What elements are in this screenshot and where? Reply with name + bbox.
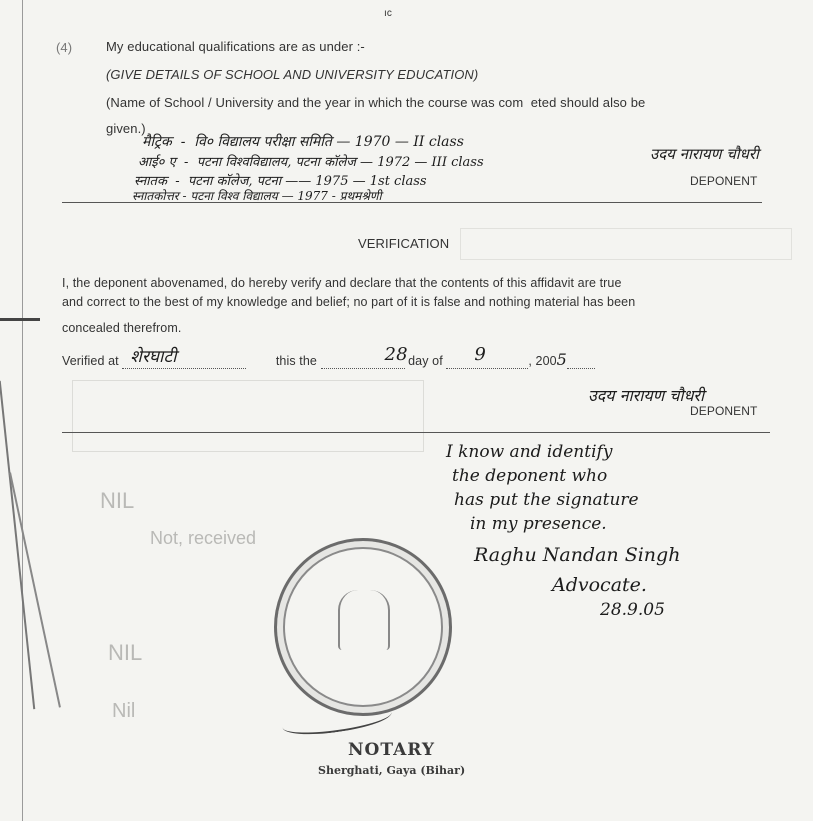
- section-divider: [62, 202, 762, 203]
- qualification-institution: वि० विद्यालय परीक्षा समिति: [194, 134, 332, 150]
- qualification-institution: पटना विश्वविद्यालय, पटना कॉलेज: [196, 155, 356, 170]
- bleed-through-box: [72, 380, 424, 452]
- bleed-through-1: NIL: [100, 488, 135, 513]
- bleed-through-2: Not, received: [150, 528, 257, 548]
- qualification-year: 1972: [377, 155, 411, 170]
- qualification-institution: पटना कॉलेज, पटना: [187, 174, 282, 189]
- staple-mark: [0, 318, 40, 321]
- identification-line-3: has put the signature: [454, 490, 639, 510]
- month-field: [446, 344, 528, 369]
- qualification-division: III class: [431, 155, 484, 170]
- identification-line-1: I know and identify: [446, 442, 613, 462]
- year-prefix: 200: [535, 354, 557, 368]
- day-value: 28: [384, 344, 408, 365]
- deponent-signature-2: उदय नारायण चौधरी: [588, 386, 705, 405]
- place-value: शेरघाटी: [130, 347, 177, 367]
- qualification-year: 1977: [297, 189, 328, 203]
- notary-location: Sherghati, Gaya (Bihar): [318, 764, 466, 777]
- section-number: (4): [56, 40, 73, 55]
- advocate-date: 28.9.05: [600, 600, 665, 620]
- qualification-level: मैट्रिक: [142, 134, 172, 150]
- left-margin-rule: [22, 0, 23, 821]
- verification-line-1: I, the deponent abovenamed, do hereby verify and declare that the contents of this affidavit are true: [62, 276, 622, 290]
- qualification-level: आई० ए: [138, 155, 176, 170]
- identification-line-2: the deponent who: [452, 466, 608, 486]
- month-value: 9: [474, 344, 486, 365]
- verified-at-row: Verified at शेरघाटी this the 28 day of 9 , 2005: [62, 350, 595, 369]
- day-field: [321, 344, 408, 369]
- place-field: [122, 347, 246, 369]
- qualification-row: आई० ए - पटना विश्वविद्यालय, पटना कॉलेज — 1972 — III class: [138, 155, 484, 170]
- verification-line-3: concealed therefrom.: [62, 321, 182, 335]
- bleed-through-3: NIL: [108, 640, 143, 665]
- section-note-2: given.): [106, 121, 146, 136]
- notary-seal-emblem: [338, 590, 390, 650]
- year-dots: [567, 354, 595, 369]
- qualification-level: स्नातक: [134, 174, 167, 189]
- identification-line-4: in my presence.: [470, 514, 607, 534]
- margin-scribble: [0, 381, 35, 709]
- verification-divider: [62, 432, 770, 433]
- section-note: (Name of School / University and the year in which the course was com eted should also be: [106, 95, 646, 110]
- verification-title: VERIFICATION: [358, 236, 450, 251]
- this-the-label: this the: [275, 354, 317, 368]
- advocate-title: Advocate.: [552, 574, 647, 596]
- qualification-level: स्नातकोत्तर: [132, 189, 179, 203]
- page-mark: ıc: [384, 8, 392, 19]
- qualification-division: 1st class: [369, 174, 427, 189]
- qualification-division: II class: [413, 134, 464, 150]
- deponent-label-bottom: DEPONENT: [690, 404, 758, 418]
- qualification-row: स्नातकोत्तर - पटना विश्व विद्यालय — 1977 - प्रथमश्रेणी: [132, 189, 382, 203]
- qualification-institution: पटना विश्व विद्यालय: [190, 189, 278, 203]
- advocate-signature: Raghu Nandan Singh: [474, 544, 681, 566]
- year-suffix: 5: [556, 350, 567, 369]
- day-of-label: day of: [408, 354, 443, 368]
- qualification-row: स्नातक - पटना कॉलेज, पटना —— 1975 — 1st class: [134, 174, 427, 189]
- section-heading: My educational qualifications are as under :-: [106, 39, 365, 54]
- bleed-through-4: Nil: [112, 700, 136, 722]
- bleed-through-box-2: [460, 228, 792, 260]
- identification-note: [446, 440, 639, 536]
- qualification-row: मैट्रिक - वि० विद्यालय परीक्षा समिति — 1970 — II class: [142, 134, 464, 150]
- margin-scribble-2: [9, 472, 61, 707]
- verified-at-label: Verified at: [62, 354, 119, 368]
- section-instruction: (GIVE DETAILS OF SCHOOL AND UNIVERSITY EDUCATION): [106, 67, 479, 82]
- qualification-year: 1975: [315, 174, 349, 189]
- deponent-signature: उदय नारायण चौधरी: [650, 145, 759, 163]
- verification-line-2: and correct to the best of my knowledge and belief; no part of it is false and nothing material has been: [62, 295, 636, 309]
- qualification-year: 1970: [354, 134, 391, 150]
- deponent-label-top: DEPONENT: [690, 174, 758, 188]
- qualification-division: प्रथमश्रेणी: [339, 189, 382, 203]
- notary-title: NOTARY: [348, 740, 435, 760]
